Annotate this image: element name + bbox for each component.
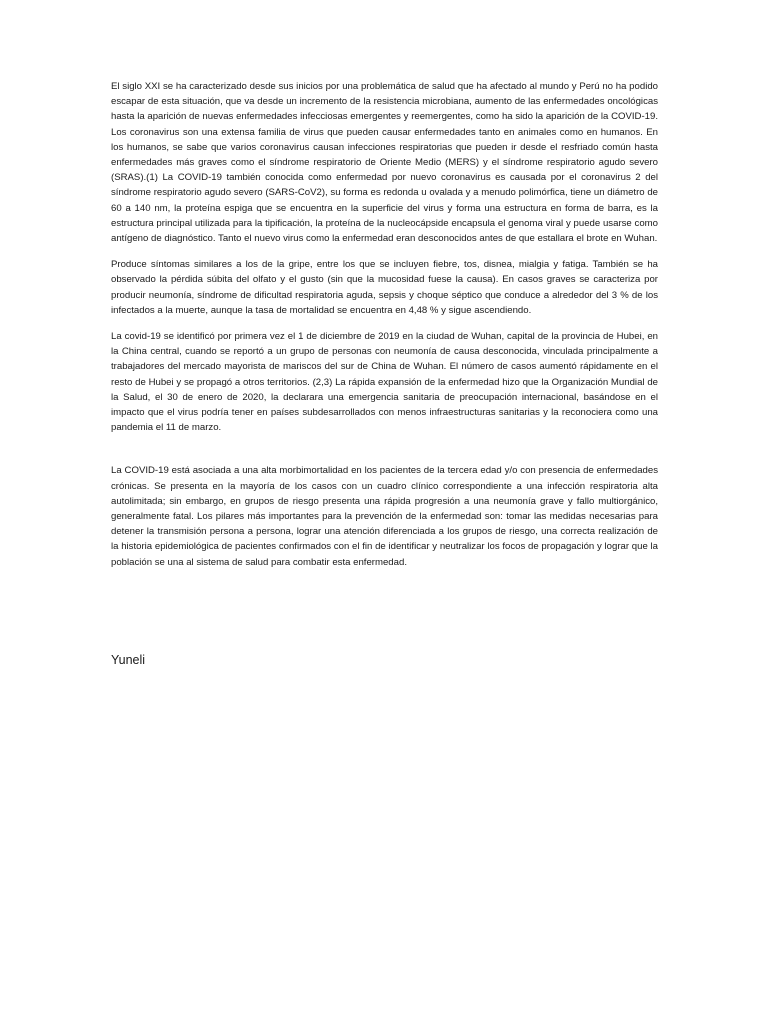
- document-body: [111, 79, 658, 581]
- author-signature: Yuneli: [111, 653, 146, 667]
- paragraph-intro: El siglo XXI se ha caracterizado desde sus inicios por una problemática de salud que ha afectado al mundo y Perú no ha podido escapar de esta situación, que va desde un incremento de la resistencia microbiana, aumento de las enfermedades oncológicas hasta la aparición de nuevas enfermedades infecciosas emergentes y reemergentes, como ha sido la aparición de la COVID-19. Los coronavirus son una extensa familia de virus que pueden causar enfermedades tanto en animales como en humanos. En los humanos, se sabe que varios coronavirus causan infecciones respiratorias que pueden ir desde el resfriado común hasta enfermedades más graves como el síndrome respiratorio de Oriente Medio (MERS) y el síndrome respiratorio agudo severo (SRAS).(1) La COVID-19 también conocida como enfermedad por nuevo coronavirus es causada por el coronavirus 2 del síndrome respiratorio agudo severo (SARS-CoV2), su forma es redonda u ovalada y a menudo polimórfica, tiene un diámetro de 60 a 140 nm, la proteína espiga que se encuentra en la superficie del virus y forma una estructura en forma de barra, es la estructura principal utilizada para la tipificación, la proteína de la nucleocápside encapsula el genoma viral y puede usarse como antígeno de diagnóstico. Tanto el nuevo virus como la enfermedad eran desconocidos antes de que estallara el brote en Wuhan.: [111, 81, 658, 245]
- paragraph-origin: La covid-19 se identificó por primera vez el 1 de diciembre de 2019 en la ciudad de Wuhan, capital de la provincia de Hubei, en la China central, cuando se reportó a un grupo de personas con neumonía de causa desconocida, vinculada principalmente a trabajadores del mercado mayorista de mariscos del sur de China de Wuhan. El número de casos aumentó rápidamente en el resto de Hubei y se propagó a otros territorios. (2,3) La rápida expansión de la enfermedad hizo que la Organización Mundial de la Salud, el 30 de enero de 2020, la declarara una emergencia sanitaria de preocupación internacional, basándose en el impacto que el virus podría tener en países subdesarrollados con menos infraestructuras sanitarias y la reconociera como una pandemia el 11 de marzo.: [111, 331, 658, 434]
- paragraph-prevention: La COVID-19 está asociada a una alta morbimortalidad en los pacientes de la tercera edad y/o con presencia de enfermedades crónicas. Se presenta en la mayoría de los casos con un cuadro clínico correspondiente a una infección respiratoria alta autolimitada; sin embargo, en grupos de riesgo presenta una rápida progresión a una neumonía grave y fallo multiorgánico, generalmente fatal. Los pilares más importantes para la prevención de la enfermedad son: tomar las medidas necesarias para detener la transmisión persona a persona, lograr una atención diferenciada a los grupos de riesgo, una correcta realización de la historia epidemiológica de pacientes confirmados con el fin de identificar y neutralizar los focos de propagación y lograr que la población se una al sistema de salud para combatir esta enfermedad.: [111, 465, 658, 568]
- paragraph-symptoms: Produce síntomas similares a los de la gripe, entre los que se incluyen fiebre, tos, disnea, mialgia y fatiga. También se ha observado la pérdida súbita del olfato y el gusto (sin que la mucosidad fuese la causa). En casos graves se caracteriza por producir neumonía, síndrome de dificultad respiratoria aguda, sepsis y choque séptico que conduce a alrededor del 3 % de los infectados a la muerte, aunque la tasa de mortalidad se encuentra en 4,48 % y sigue ascendiendo.: [111, 259, 658, 316]
